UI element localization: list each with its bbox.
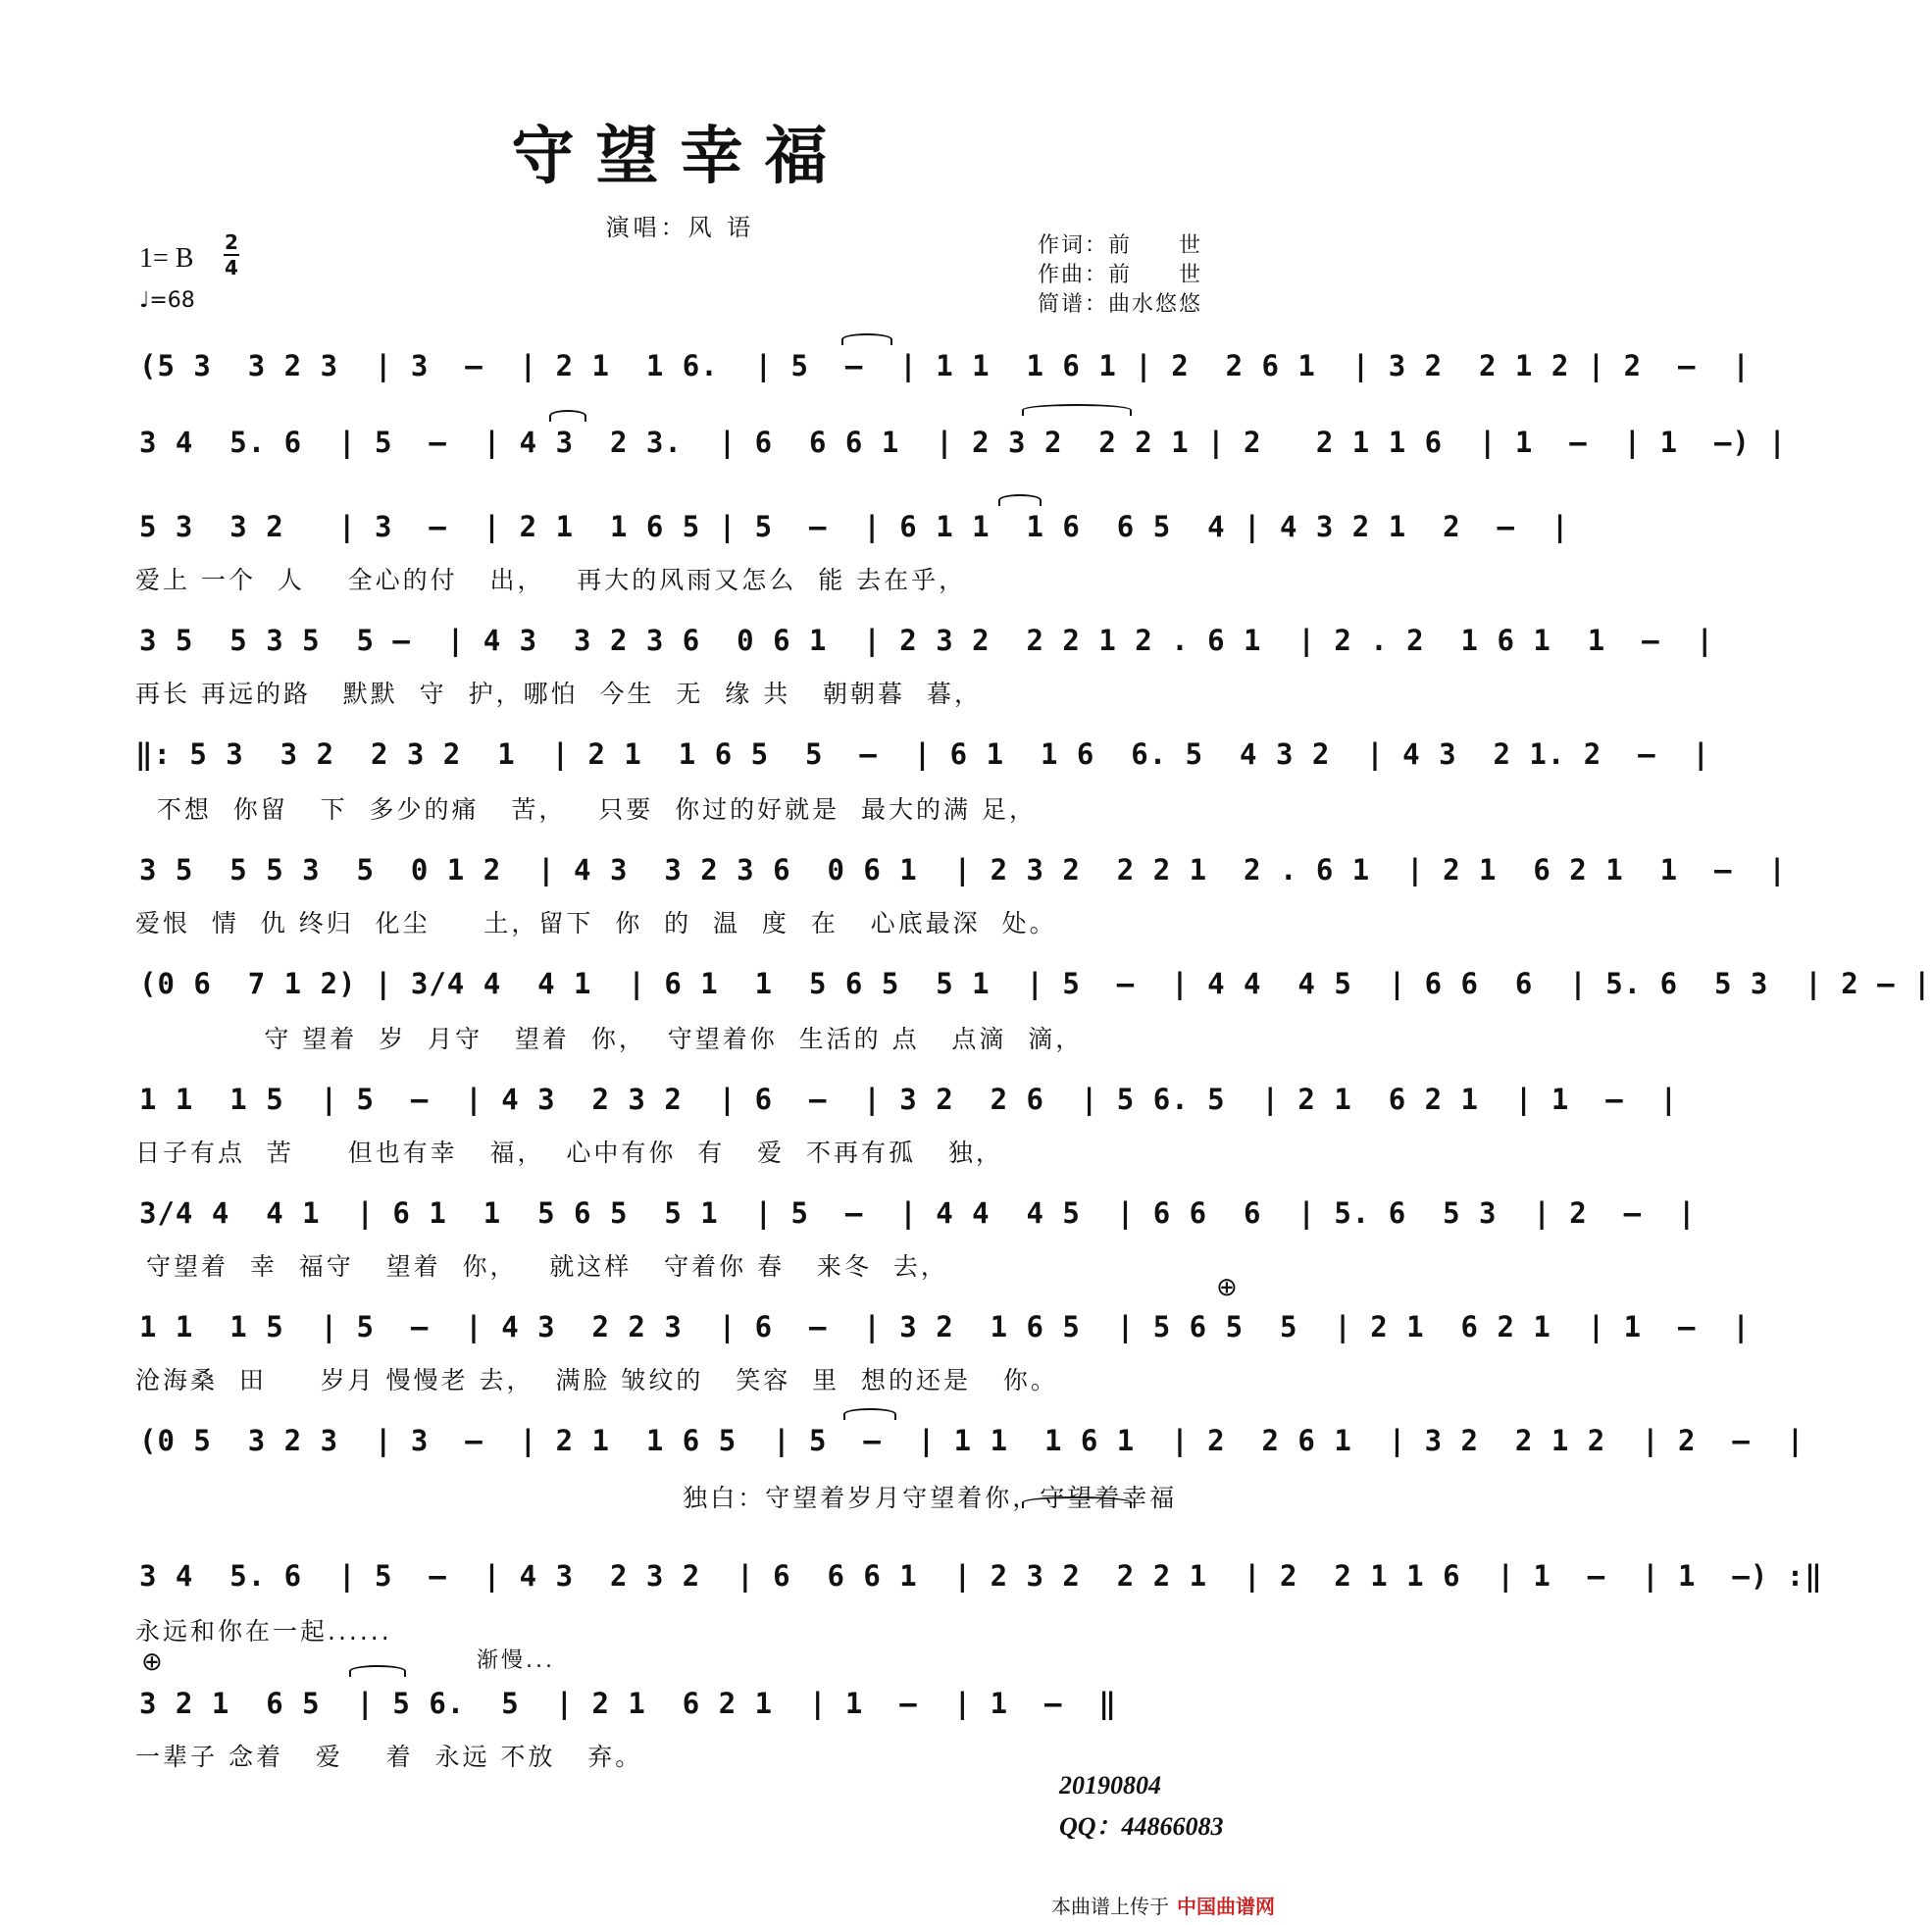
- footer-text: 本曲谱上传于: [1051, 1895, 1169, 1918]
- coda-symbol-2: ⊕: [141, 1647, 163, 1677]
- time-sig-top: 2: [225, 230, 238, 254]
- time-signature: [224, 231, 239, 279]
- slur-mark: [843, 1408, 896, 1420]
- system-11-lyrics: 独白：守望着岁月守望着你，守望着幸福: [135, 1484, 1178, 1512]
- tempo-mark: ♩=68: [139, 288, 195, 313]
- system-12-notes: 3 4 5. 6 | 5 – | 4 3 2 3 2 | 6 6 6 1 | 2 3 2 2 2 1 | 2 2 1 1 6 | 1 – | 1 –) :‖: [139, 1559, 1823, 1593]
- coda-symbol-1: ⊕: [1216, 1273, 1238, 1302]
- footer-credit: [1051, 1891, 1275, 1919]
- system-8-lyrics: 日子有点 苦 但也有幸 福， 心中有你 有 爱 不再有孤 独，: [135, 1139, 1003, 1167]
- qq-contact: QQ：44866083: [1059, 1812, 1224, 1841]
- lyricist-credit: 作词：前 世: [1038, 233, 1203, 258]
- system-5-lyrics: 不想 你留 下 多少的痛 苦， 只要 你过的好就是 最大的满 足，: [135, 795, 1037, 824]
- system-7-lyrics: 守 望着 岁 月守 望着 你， 守望着你 生活的 点 点滴 滴，: [135, 1025, 1084, 1053]
- slur-mark: [1022, 404, 1132, 416]
- credits: [1038, 231, 1202, 320]
- system-9-lyrics: 守望着 幸 福守 望着 你， 就这样 守着你 春 来冬 去，: [135, 1252, 948, 1281]
- system-5-notes: ‖: 5 3 3 2 2 3 2 1 | 2 1 1 6 5 5 – | 6 1 1 6 6. 5 4 3 2 | 4 3 2 1. 2 – |: [135, 737, 1710, 771]
- time-sig-bottom: 4: [225, 256, 238, 279]
- system-3-lyrics: 爱上 一个 人 全心的付 出， 再大的风雨又怎么 能 去在乎，: [135, 566, 967, 594]
- system-10-lyrics: 沧海桑 田 岁月 慢慢老 去， 满脸 皱纹的 笑容 里 想的还是 你。: [135, 1366, 1058, 1394]
- key-signature: 1= B: [139, 243, 194, 274]
- system-2-notes: 3 4 5. 6 | 5 – | 4 3 2 3. | 6 6 6 1 | 2 3 2 2 2 1 | 2 2 1 1 6 | 1 – | 1 –) |: [139, 426, 1787, 459]
- system-13-notes: 3 2 1 6 5 | 5 6. 5 | 2 1 6 2 1 | 1 – | 1 – ‖: [139, 1687, 1117, 1720]
- slur-mark: [998, 494, 1042, 506]
- system-6-lyrics: 爱恨 情 仇 终归 化尘 土，留下 你 的 温 度 在 心底最深 处。: [135, 909, 1057, 937]
- system-7-notes: (0 6 7 1 2) | 3/4 4 4 1 | 6 1 1 5 6 5 5 1 | 5 – | 4 4 4 5 | 6 6 6 | 5. 6 5 3 | 2 – |: [139, 967, 1932, 1000]
- slur-mark: [841, 333, 892, 345]
- notation-credit: 简谱：曲水悠悠: [1038, 292, 1203, 317]
- system-10-notes: 1 1 1 5 | 5 – | 4 3 2 2 3 | 6 – | 3 2 1 6 5 | 5 6 5 5 | 2 1 6 2 1 | 1 – |: [139, 1310, 1751, 1343]
- system-4-lyrics: 再长 再远的路 默默 守 护，哪怕 今生 无 缘 共 朝朝暮 暮，: [135, 680, 982, 708]
- site-logo: 中国曲谱网: [1177, 1895, 1275, 1918]
- slur-mark: [349, 1665, 406, 1677]
- composer-credit: 作曲：前 世: [1038, 263, 1203, 287]
- system-8-notes: 1 1 1 5 | 5 – | 4 3 2 3 2 | 6 – | 3 2 2 6 | 5 6. 5 | 2 1 6 2 1 | 1 – |: [139, 1083, 1679, 1116]
- singer-line: 演唱：风 语: [605, 214, 755, 241]
- ritardando-mark: 渐慢...: [477, 1648, 555, 1673]
- system-6-notes: 3 5 5 5 3 5 0 1 2 | 4 3 3 2 3 6 0 6 1 | 2 3 2 2 2 1 2 . 6 1 | 2 1 6 2 1 1 – |: [139, 853, 1787, 887]
- system-11-notes: (0 5 3 2 3 | 3 – | 2 1 1 6 5 | 5 – | 1 1 1 6 1 | 2 2 6 1 | 3 2 2 1 2 | 2 – |: [139, 1424, 1805, 1457]
- slur-mark: [1022, 1496, 1132, 1508]
- system-9-notes: 3/4 4 4 1 | 6 1 1 5 6 5 5 1 | 5 – | 4 4 4 5 | 6 6 6 | 5. 6 5 3 | 2 – |: [139, 1196, 1697, 1230]
- slur-mark: [549, 410, 586, 422]
- date-stamp: 20190804: [1059, 1771, 1161, 1799]
- system-13-lyrics: 一辈子 念着 爱 着 永远 不放 弃。: [135, 1743, 643, 1771]
- song-title: 守望幸福: [511, 120, 849, 193]
- system-1-notes: (5 3 3 2 3 | 3 – | 2 1 1 6. | 5 – | 1 1 1 6 1 | 2 2 6 1 | 3 2 2 1 2 | 2 – |: [139, 349, 1751, 382]
- system-12-lyrics: 永远和你在一起......: [135, 1617, 392, 1646]
- system-3-notes: 5 3 3 2 | 3 – | 2 1 1 6 5 | 5 – | 6 1 1 1 6 6 5 4 | 4 3 2 1 2 – |: [139, 510, 1570, 543]
- system-4-notes: 3 5 5 3 5 5 – | 4 3 3 2 3 6 0 6 1 | 2 3 2 2 2 1 2 . 6 1 | 2 . 2 1 6 1 1 – |: [139, 624, 1714, 657]
